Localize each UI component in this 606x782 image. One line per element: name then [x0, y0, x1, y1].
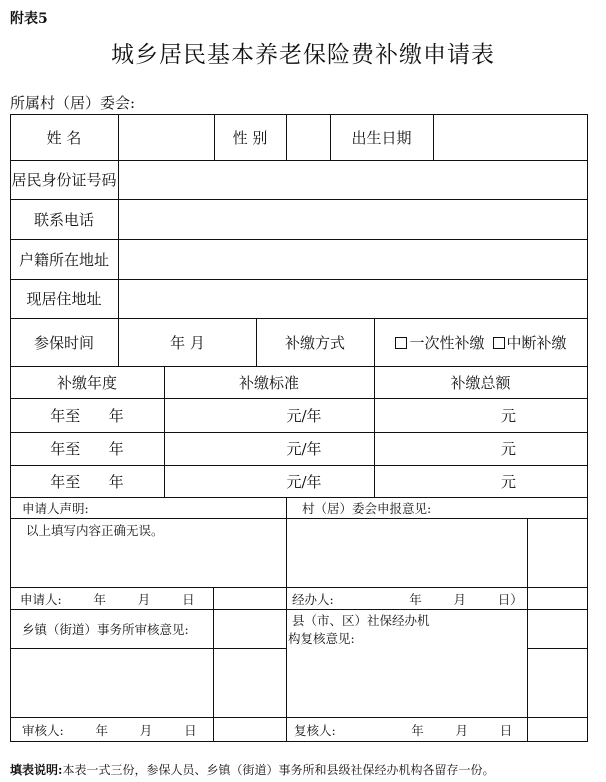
applicant-sign-line: 申请人: 年 月 日	[20, 591, 195, 607]
row-1-year[interactable]: 年至 年	[50, 406, 124, 425]
row-2-standard[interactable]: 元/年	[286, 440, 322, 458]
id-number-field[interactable]	[119, 161, 587, 199]
village-committee-label: 所属村（居）委会:	[10, 94, 136, 112]
statement-text: 以上填写内容正确无误。	[26, 523, 164, 538]
col-total-header: 补缴总额	[450, 373, 511, 392]
town-opinion-label: 乡镇（街道）事务所审核意见:	[22, 622, 189, 637]
rechecker-sign-line: 复核人: 年 月 日	[294, 722, 513, 738]
current-address-field[interactable]	[119, 280, 587, 318]
form-instructions	[10, 761, 494, 778]
gender-field[interactable]	[287, 115, 330, 160]
lump-sum-label: 一次性补缴	[409, 333, 485, 352]
row-1-standard[interactable]: 元/年	[286, 406, 322, 425]
county-opinion-field[interactable]	[287, 649, 527, 717]
instructions-text: 本表一式三份，参保人员、乡镇（街道）事务所和县级社保经办机构各留存一份。	[62, 763, 495, 777]
lump-sum-option[interactable]	[395, 332, 484, 353]
page-title: 城乡居民基本养老保险费补缴申请表	[111, 42, 495, 68]
annex-label: 附表5	[10, 11, 48, 27]
payment-method-label: 补缴方式	[284, 333, 345, 352]
phone-label: 联系电话	[33, 210, 94, 229]
town-opinion-field[interactable]	[11, 649, 213, 717]
row-3-total[interactable]: 元	[500, 472, 516, 491]
name-label: 姓 名	[46, 128, 82, 147]
phone-field[interactable]	[119, 200, 587, 239]
handler-sign-line: 经办人: 年 月 日）	[292, 591, 523, 607]
reviewer-sign-line: 审核人: 年 月 日	[22, 722, 197, 738]
household-address-field[interactable]	[119, 240, 587, 279]
row-2-year[interactable]: 年至 年	[50, 440, 124, 458]
county-opinion-label-line1: 县（市、区）社保经办机	[292, 613, 430, 628]
interrupted-option[interactable]	[493, 332, 567, 353]
instructions-label: 填表说明:	[10, 763, 63, 777]
payment-method-options	[375, 318, 587, 366]
birth-date-field[interactable]	[434, 115, 587, 160]
insured-time-field[interactable]: 年 月	[170, 333, 205, 352]
row-1-total[interactable]: 元	[500, 406, 516, 425]
row-3-standard[interactable]: 元/年	[286, 472, 322, 491]
insured-time-label: 参保时间	[33, 333, 94, 352]
row-2-total[interactable]: 元	[500, 440, 516, 458]
col-standard-header: 补缴标准	[238, 373, 299, 392]
col-year-header: 补缴年度	[56, 373, 117, 392]
village-opinion-field[interactable]	[287, 519, 527, 587]
lump-sum-checkbox[interactable]	[395, 337, 407, 349]
name-field[interactable]	[119, 115, 214, 160]
county-opinion-label-line2: 构复核意见:	[288, 631, 355, 646]
household-address-label: 户籍所在地址	[18, 250, 109, 269]
birth-date-label: 出生日期	[351, 128, 412, 147]
interrupted-label: 中断补缴	[506, 333, 567, 352]
row-3-year[interactable]: 年至 年	[50, 472, 124, 491]
applicant-statement-label: 申请人声明:	[22, 500, 89, 516]
current-address-label: 现居住地址	[26, 290, 102, 308]
gender-label: 性 别	[232, 128, 268, 147]
interrupted-checkbox[interactable]	[493, 337, 505, 349]
id-number-label: 居民身份证号码	[11, 171, 117, 189]
village-opinion-label: 村（居）委会申报意见:	[302, 500, 432, 516]
